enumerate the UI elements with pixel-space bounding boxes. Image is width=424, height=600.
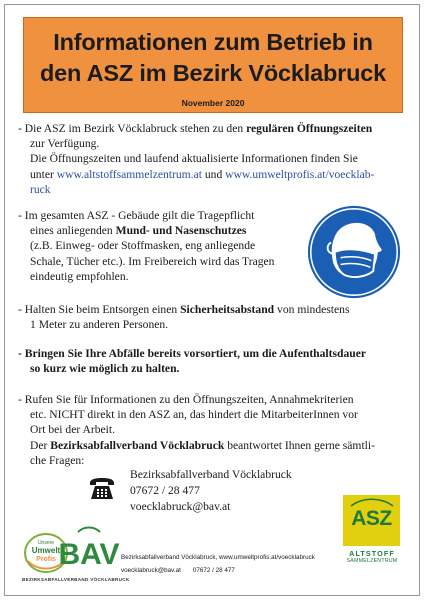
footer-contact: [121, 551, 315, 577]
date-label: November 2020: [181, 98, 245, 108]
link-altstoffsammelzentrum[interactable]: www.altstoffsammelzentrum.at: [56, 167, 202, 181]
svg-text:Unsere: Unsere: [37, 540, 55, 546]
contact-phone[interactable]: 07672 / 28 477: [130, 484, 200, 497]
footer-line1: Bezirksabfallverband Vöcklabruck, www.umweltprofis.at/voecklabruck: [121, 554, 315, 561]
link-umweltprofis-cont[interactable]: ruck: [30, 182, 51, 196]
contact-email[interactable]: voecklabruck@bav.at: [130, 500, 231, 513]
asz-subtitle-1: ALTSTOFF: [349, 549, 395, 558]
info-mask-rule: - Im gesamten ASZ - Gebäude gilt die Tragepflicht eines anliegenden Mund- und Nasenschutzes (z.B. Einweg- oder Stoffmasken, eng anliegende Schale, Tücher etc.). Im Freibereich wird das Tragen eindeutig empfohlen.: [18, 209, 275, 283]
mask-mandatory-sign-icon: [306, 204, 402, 300]
contact-block: [130, 467, 292, 515]
info-opening-hours: - Die ASZ im Bezirk Vöcklabruck stehen zu den regulären Öffnungszeiten zur Verfügung. Die Öffnungszeiten und laufend aktualisierte Informationen finden Sie unter www.altstoffsammelzentrum.at und www.umweltprofis.at/voecklab- ruck: [18, 122, 375, 196]
info-presort: - Bringen Sie Ihre Abfälle bereits vorsortiert, um die Aufenthaltsdauer so kurz wie möglich zu halten.: [18, 347, 367, 376]
svg-text:Profis: Profis: [36, 556, 56, 563]
info-distance: - Halten Sie beim Entsorgen einen Sicherheitsabstand von mindestens 1 Meter zu anderen Personen.: [18, 303, 350, 332]
svg-text:BAV: BAV: [58, 538, 120, 571]
bav-subtitle: BEZIRKSABFALLVERBAND VÖCKLABRUCK: [22, 577, 130, 582]
footer-phone: 07672 / 28 477: [192, 567, 235, 574]
asz-logo: [343, 495, 400, 546]
bav-logo: [58, 520, 120, 574]
info-contact-note: - Rufen Sie für Informationen zu den Öffnungszeiten, Annahmekriterien etc. NICHT direkt in den ASZ an, das hindert die MitarbeiterInnen vor Ort bei der Arbeit. Der Bezirksabfallverband Vöcklabruck beantwortet Ihnen gerne sämtli- che Fragen:: [18, 393, 375, 467]
page-title: Informationen zum Betrieb in den ASZ im Bezirk Vöcklabruck: [40, 29, 386, 86]
link-umweltprofis[interactable]: www.umweltprofis.at/voecklab-: [225, 167, 375, 181]
asz-logo-arc: [343, 495, 400, 507]
svg-text:Umwelt: Umwelt: [31, 546, 61, 555]
header-banner: [23, 17, 403, 113]
asz-subtitle-2: SAMMELZENTRUM: [346, 558, 398, 564]
contact-name: Bezirksabfallverband Vöcklabruck: [130, 468, 292, 481]
telephone-icon: [88, 477, 116, 501]
asz-logo-text: ASZ: [351, 507, 392, 530]
footer-email[interactable]: voecklabruck@bav.at: [121, 567, 181, 574]
